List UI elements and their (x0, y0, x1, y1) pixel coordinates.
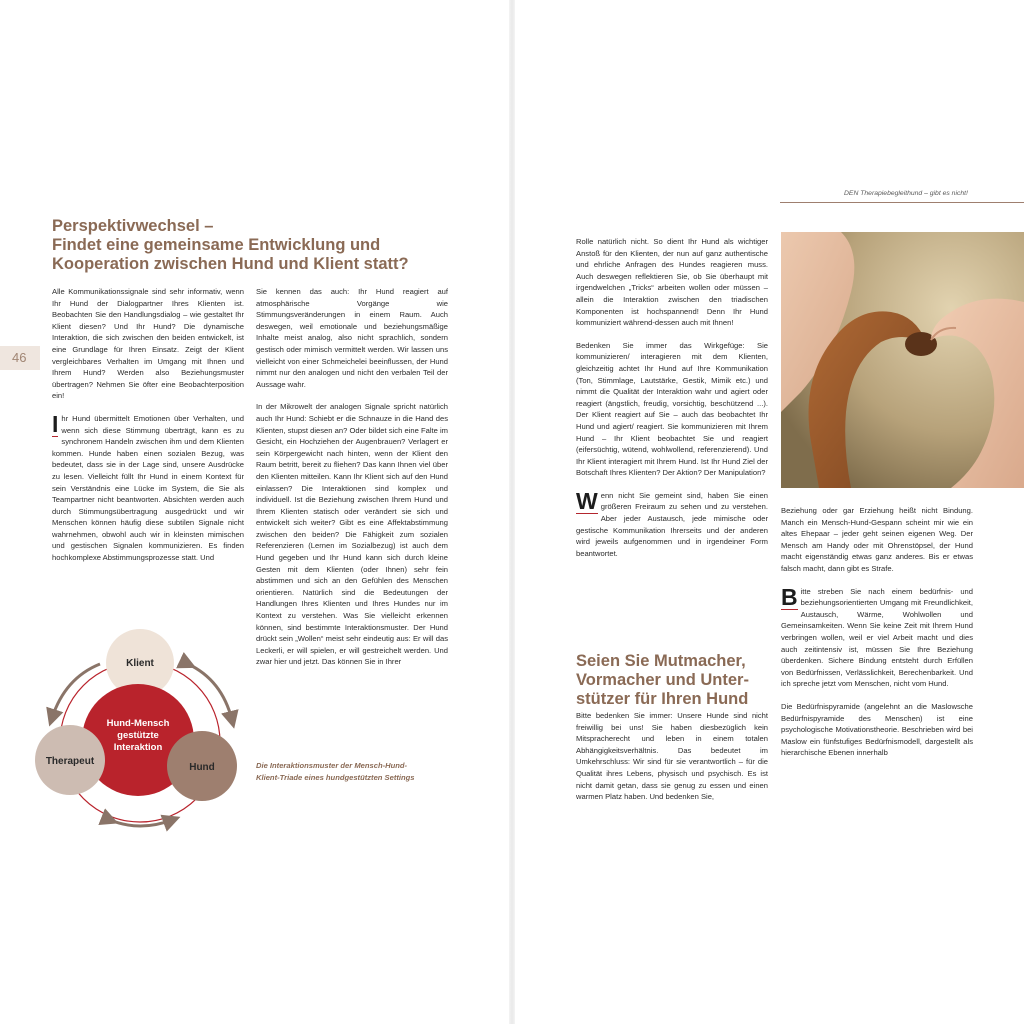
dropcap: B (781, 583, 798, 610)
running-head: DEN Therapiebegleithund – gibt es nicht! (844, 190, 968, 197)
label-center-1: Hund-Mensch (106, 718, 170, 729)
figure-caption: Die Interaktionsmuster der Mensch-Hund-Klient-Triade eines hundgestützten Settings (256, 761, 415, 782)
col3-paragraph-3-text: enn nicht Sie gemeint sind, haben Sie einen größeren Freiraum zu sehen und zu verstehen. Aber jeder Austausch, jede mimische oder gestische Kommunikation Ihrerseits und der anderen wird jeweils aufgenommen und in irgendeiner Form beantwortet. (576, 490, 768, 558)
arrow-bottom-icon (110, 820, 172, 826)
label-center-3: Interaktion (113, 742, 163, 753)
subhead-line-3: stützer für Ihren Hund (576, 690, 749, 708)
dropcap: I (52, 410, 59, 437)
headline-line-1: Perspektivwechsel – (52, 217, 214, 235)
col1-paragraph-2-text: hr Hund übermittelt Emotionen über Verhalten, und wenn sich diese Stimmung überträgt, kann es zu synchronem Handeln zwischen ihm und dem Klienten kommen. Hunde haben einen sozialen Bezug, was bedeutet, dass sie in der Lage sind, unsere Ausdrücke zu lesen. Vielleicht füllt Ihr Hund in einem Kontext für sein Verständnis eine Lücke im System, die Sie als Teampartner nicht beantworten. Absichten werden auch durch Stimmungsübertragung ausgedrückt und wir Menschen können häufig diese subtilen Signale nicht wahrnehmen, obwohl auch wir in kleinsten mimischen und gestischen Signalen kommunizieren. Es finden hochkomplexe Abstimmungsprozesse statt. Und (52, 413, 244, 563)
text-column-2 (256, 286, 448, 679)
col4-paragraph-2 (781, 583, 973, 690)
subhead-line-1: Seien Sie Mutmacher, (576, 652, 746, 670)
photo-illustration (781, 232, 1024, 488)
text-column-4 (781, 505, 973, 770)
triad-diagram-svg (30, 620, 250, 835)
label-therapeut: Therapeut (45, 756, 95, 767)
col3-paragraph-2: Bedenken Sie immer das Wirkgefüge: Sie kommunizieren/ interagieren mit dem Klienten, gleichzeitig achtet Ihr Hund auf Ihre Kommunikation (Ton, Stimmlage, Lautstärke, Gestik, Mimik etc.) und nimmt die Qualität der Interaktion wahr und agiert oder reagiert (ängstlich, freudig, vorsichtig, beschützend ...). Der Klient reagiert auf Sie – auch das beobachtet Ihr Hund und agiert/ reagiert. Sie kommunizieren mit Ihrem Hund – Ihr Klient beobachtet Sie und reagiert (eifersüchtig, wütend, wohlwollend, referenzierend). Und Ihr Klient interagiert mit Ihrem Hund. Ist Ihr Hund Ziel der Botschaft Ihres Klienten? Der Aktion? Der Manipulation? (576, 340, 768, 478)
col3-paragraph-1: Rolle natürlich nicht. So dient Ihr Hund als wichtiger Anstoß für den Klienten, der nun auf ganz authentische und ehrliche Anfragen des Hundes reagieren muss. Auch deswegen reflektieren Sie, ob Sie überhaupt mit irgendwelchen „Tricks“ arbeiten wollen oder müssen – allein die Interaktion zwischen den triadischen Komponenten ist hochspannend! Denn Ihr Hund kommuniziert während-dessen auch mit Ihnen! (576, 237, 768, 328)
col4-paragraph-2-text: itte streben Sie nach einem bedürfnis- und beziehungsorientierten Umgang mit Freundlichkeit, Austausch, Wärme, Wohlwollen und Gemeinsamkeiten. Wenn Sie keine Zeit mit Ihrem Hund verbringen wollen, weil er viel Arbeit macht und dies auch zeitintensiv ist, müssen Sie Ihre Beziehung überdenken. Sichere Bindung entsteht durch Erfüllen von Bedürfnissen, Verlässlichkeit, Berechenbarkeit. Und ich spreche jetzt vom Menschen, nicht vom Hund. (781, 586, 973, 689)
label-hund: Hund (189, 762, 215, 773)
col3-paragraph-3 (576, 487, 768, 560)
col4-paragraph-3: Die Bedürfnispyramide (angelehnt an die Maslowsche Bedürfnispyramide des Menschen) ist eine psychologische Motivationstheorie. Beschrieben wird bei Maslow ein fünfstufiges Bedürfnismodell, dargestellt als hierarchische Ebenen innerhalb (781, 701, 973, 758)
col4-paragraph-1: Beziehung oder gar Erziehung heißt nicht Bindung. Manch ein Mensch-Hund-Gespann scheint mir wie ein altes Ehepaar – jeder geht seinen eigenen Weg. Der Mensch am Handy oder mit Ohrenstöpsel, der Hund macht eigenständig etwas ganz anderes. Bis er etwas falsch macht, dann gibt es Strafe. (781, 506, 973, 573)
col2-paragraph-2: In der Mikrowelt der analogen Signale spricht natürlich auch Ihr Hund: Schiebt er die Schnauze in die Hand des Klienten, stupst diesen an? Oder bildet sich eine Falte im Gesicht, ein Hochziehen der Augenbrauen? Verlagert er sein Körpergewicht nach hinten, wenn der Klient den Raum betritt, bereit zu fliehen? Das kann Ihnen viel über den Klienten mitteilen. Kann Ihr Klient sich auf den Hund einlassen? Die Interaktionen sind komplex und individuell. Ist die Beziehung zwischen Ihrem Hund und Ihrem Klienten statisch oder verändert sie sich und entwickelt sich weiter? Gibt es eine Affektabstimmung zwischen den beiden? Die Fähigkeit zum sozialen Referenzieren (Lernen im Sozialbezug) ist auch dem Hund gegeben und Ihr Hund kann sich durch kleine Gesten mit dem Klienten (oder Ihnen) sehr fein abstimmen und sich an den Gefühlen des Menschen orientieren. Natürlich sind die Bedeutungen der Handlungen Ihres Klienten und Ihres Hundes nur im Kontext zu verstehen. Was Sie vielleicht erkennen können, sind bestimmte Interaktionsmuster. Der Hund drückt sein „Wollen“ meist sehr eindeutig aus: Er will das Leckerli, er will spielen, er will gestreichelt werden. Und zwar hier und jetzt. Das können Sie in Ihrer (256, 402, 448, 667)
subheadline (576, 652, 786, 709)
label-klient: Klient (126, 658, 154, 669)
headline-line-2: Findet eine gemeinsame Entwicklung und (52, 236, 381, 254)
dropcap: W (576, 487, 598, 514)
text-column-3b (576, 710, 768, 814)
label-center-2: gestützte (117, 730, 159, 741)
text-column-3 (576, 236, 768, 570)
col3-paragraph-4: Bitte bedenken Sie immer: Unsere Hunde sind nicht freiwillig bei uns! Sie haben diesbezüglich kein Mitspracherecht und leben in einem totalen Abhängigkeitsverhältnis. Das bedeutet im Umkehrschluss: Wir sind für sie verantwortlich – für die Qualität ihres Lebens, physisch und psychisch. Es ist nicht damit getan, dass sie genug zu essen und einen warmen Platz haben. Und bedenken Sie, (576, 711, 768, 802)
subhead-line-2: Vormacher und Unter- (576, 671, 749, 689)
arrow-right-icon (188, 664, 232, 720)
col1-paragraph-1: Alle Kommunikationssignale sind sehr informativ, wenn Ihr Hund der Dialogpartner Ihres Klienten ist. Beobachten Sie den Handlungsdialog – wie gestaltet Ihr Klient diesen? Und Ihr Hund? Die dynamische Interaktion, die sich zwischen den beiden entwickelt, ist eine Grundlage für Ihren Einsatz. Zeigt der Klient vergleichbares Verhalten im Umgang mit Ihnen und Ihrem Hund? Werden also Beziehungsmuster übertragen? Nehmen Sie öfter eine Beobachterposition ein! (52, 287, 244, 401)
page-number: 46 (12, 350, 27, 365)
triad-diagram (30, 620, 250, 835)
headline (52, 217, 472, 274)
col1-paragraph-2 (52, 410, 244, 564)
photo-dog-paw-heart (781, 232, 1024, 488)
running-head-rule (780, 202, 1024, 203)
headline-line-3: Kooperation zwischen Hund und Klient statt? (52, 255, 409, 273)
text-column-1 (52, 286, 244, 575)
col2-paragraph-1: Sie kennen das auch: Ihr Hund reagiert auf atmosphärische Vorgänge wie Stimmungsveränderungen in einem Raum. Auch deswegen, weil emotionale und beziehungsmäßige Inhalte meist analog, also nicht sprachlich, sondern gestisch oder mimisch vermittelt werden. Wir lassen uns vielleicht von einer Schmeichelei beeinflussen, der Hund nimmt nur den analogen und nicht den verbalen Teil der Aussage wahr. (256, 287, 448, 389)
